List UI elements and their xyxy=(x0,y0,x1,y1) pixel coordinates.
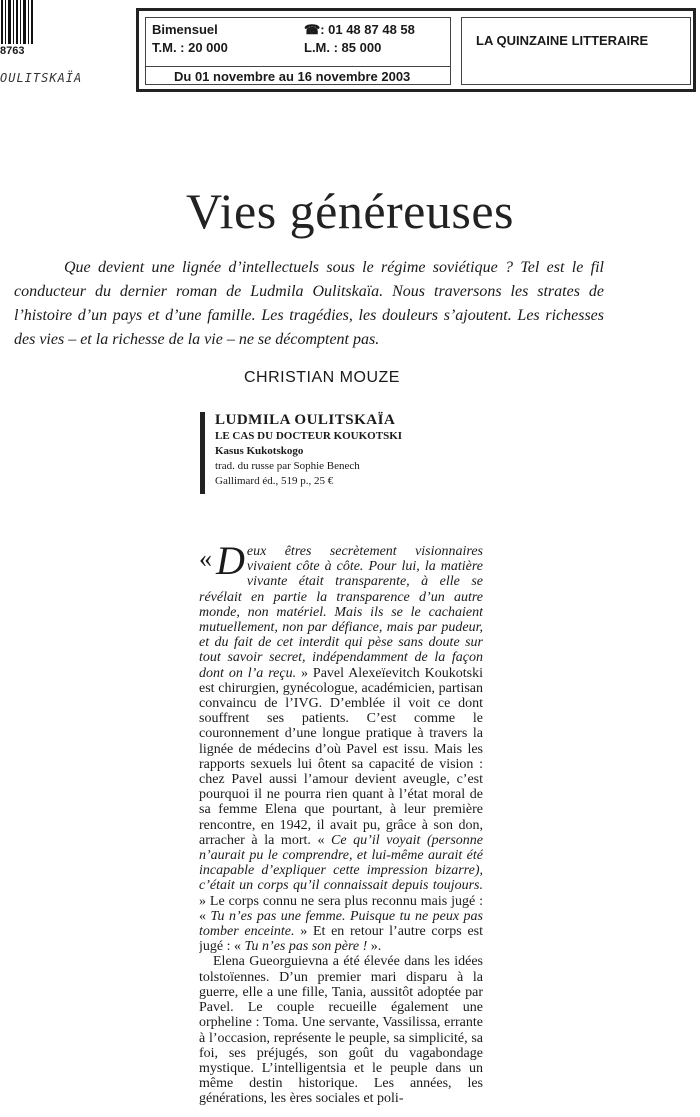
publication-name: LA QUINZAINE LITTERAIRE xyxy=(476,33,649,48)
quote-text: Ce qu’il voyait (personne n’aurait pu le comprendre, et lui-même aurait été incapable d’expliquer cette impression bizarre), c’était un corps qu’il connaissait depuis toujours. xyxy=(199,832,483,894)
lm-circulation: L.M. : 85 000 xyxy=(304,40,382,55)
frequency-label: Bimensuel xyxy=(152,22,218,37)
body-paragraph xyxy=(199,544,483,954)
barcode xyxy=(0,0,34,44)
book-author: LUDMILA OULITSKAÏA xyxy=(215,412,396,428)
drop-cap: D xyxy=(216,544,245,583)
body-text: » Le corps connu ne sera plus reconnu mais jugé : « xyxy=(199,893,483,924)
handwritten-note: OULITSKAÏA xyxy=(0,71,83,85)
phone-number: ☎: 01 48 87 48 58 xyxy=(304,22,415,37)
barcode-number: 8763 xyxy=(0,45,25,57)
date-range: Du 01 novembre au 16 novembre 2003 xyxy=(174,69,411,84)
book-title: LE CAS DU DOCTEUR KOUKOTSKI xyxy=(215,430,403,442)
body-text: » Pavel Alexeïevitch Koukotski est chirurgien, gynécologue, académicien, partisan convaincu de l’IVG. D’emblée il voit ce dont souffrent ses patients. C’est comme le couronnement d’une longue pratique à travers la lignée de médecins d’où Pavel est issu. Mais les rapports sexuels lui ôtent sa capacité de vision : chez Pavel aussi l’amour devient aveugle, c’est pourquoi il ne pourra rien quant à l’état moral de sa femme Elena que pourtant, à leur première rencontre, en 1942, il avait pu, grâce à son don, arracher à la mort. « xyxy=(199,665,483,848)
book-original-title: Kasus Kukotskogo xyxy=(215,445,304,457)
article-title: Vies généreuses xyxy=(186,183,514,239)
opening-quote-mark: « xyxy=(199,544,212,573)
quote-text: Tu n’es pas une femme. Puisque tu ne peux pas tomber enceinte. xyxy=(199,908,483,940)
body-text: ». xyxy=(367,939,382,955)
article-body xyxy=(199,544,483,1116)
article-lead xyxy=(14,256,604,352)
book-publisher: Gallimard éd., 519 p., 25 € xyxy=(215,475,334,487)
book-translation: trad. du russe par Sophie Benech xyxy=(215,460,360,472)
publication-box xyxy=(461,17,691,85)
article-author: CHRISTIAN MOUZE xyxy=(244,369,400,386)
header-divider xyxy=(146,66,450,67)
press-clipping-header xyxy=(136,8,696,92)
lead-text: Que devient une lignée d’intellectuels sous le régime soviétique ? Tel est le fil conducteur du dernier roman de Ludmila Oulitskaïa. Nous traversons les strates de l’histoire d’un pays et d’une famille. Les tragédies, les douleurs s’ajoutent. Les richesses des vies – et la richesse de la vie – ne se décomptent pas. xyxy=(14,259,604,348)
quote-text: Tu n’es pas son père ! xyxy=(244,939,368,955)
header-info-box xyxy=(145,17,451,85)
body-text: » Et en retour l’autre corps est jugé : « xyxy=(199,924,483,955)
book-reference xyxy=(200,412,475,494)
body-paragraph-2: Elena Gueorguievna a été élevée dans les idées tolstoïennes. D’un premier mari disparu à la guerre, elle a une fille, Tania, aussitôt adoptée par Pavel. Le couple recueille également une orpheline : Toma. Une servante, Vassilissa, errante à l’occasion, représente le peuple, sa simplicité, sa foi, ses préjugés, son goût du vagabondage mystique. L’intelligentsia et le peuple dans un même destin historique. Les années, les générations, les ères sociales et poli- xyxy=(199,954,483,1107)
opening-quote-text: eux êtres secrètement visionnaires vivaient côte à côte. Pour lui, la matière vivante était transparente, à elle se révélait en partie la transparence d’un autre monde, non matériel. Mais ils se le cachaient mutuellement, non par défiance, mais par pudeur, et du fait de cet interdit qui pèse sans doute sur tout savoir secret, indépendamment de la façon dont on l’a reçu. xyxy=(199,544,483,681)
tm-circulation: T.M. : 20 000 xyxy=(152,40,228,55)
